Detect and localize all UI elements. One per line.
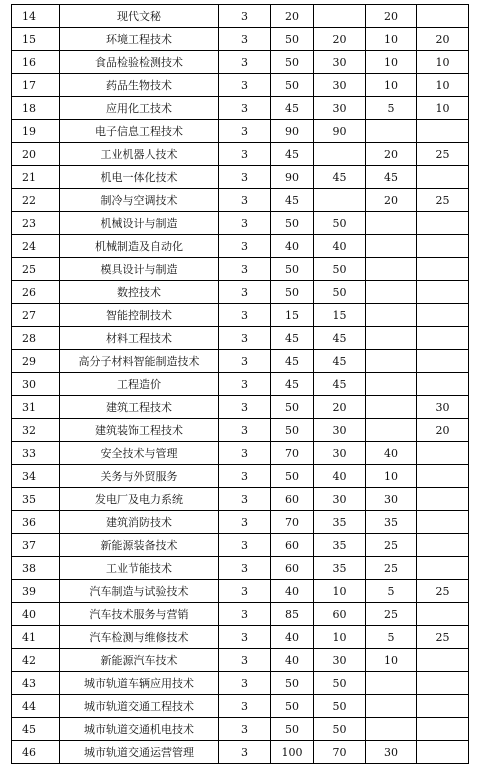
plan-col-c-cell: 30: [417, 396, 469, 419]
major-name-cell: 发电厂及电力系统: [60, 488, 219, 511]
plan-col-c-cell: [417, 235, 469, 258]
major-name-cell: 关务与外贸服务: [60, 465, 219, 488]
plan-col-b-cell: [366, 718, 417, 741]
plan-col-a-cell: [314, 5, 366, 28]
major-name-cell: 工业节能技术: [60, 557, 219, 580]
plan-col-c-cell: [417, 557, 469, 580]
duration-cell: 3: [219, 649, 271, 672]
duration-cell: 3: [219, 51, 271, 74]
major-name-cell: 汽车检测与维修技术: [60, 626, 219, 649]
total-plan-cell: 50: [271, 51, 314, 74]
table-row: [12, 235, 469, 258]
major-name-cell: 机电一体化技术: [60, 166, 219, 189]
row-number-cell: 35: [12, 488, 60, 511]
table-row: [12, 350, 469, 373]
plan-col-b-cell: [366, 212, 417, 235]
plan-col-c-cell: 25: [417, 143, 469, 166]
duration-cell: 3: [219, 557, 271, 580]
plan-col-c-cell: 25: [417, 580, 469, 603]
plan-col-a-cell: 10: [314, 626, 366, 649]
duration-cell: 3: [219, 695, 271, 718]
major-name-cell: 智能控制技术: [60, 304, 219, 327]
plan-col-b-cell: [366, 373, 417, 396]
duration-cell: 3: [219, 626, 271, 649]
plan-col-b-cell: 35: [366, 511, 417, 534]
table-row: [12, 718, 469, 741]
table-row: [12, 534, 469, 557]
duration-cell: 3: [219, 534, 271, 557]
total-plan-cell: 50: [271, 258, 314, 281]
major-name-cell: 城市轨道交通工程技术: [60, 695, 219, 718]
plan-col-c-cell: [417, 488, 469, 511]
plan-col-a-cell: 40: [314, 235, 366, 258]
major-name-cell: 安全技术与管理: [60, 442, 219, 465]
table-row: [12, 419, 469, 442]
table-row: [12, 465, 469, 488]
plan-col-c-cell: [417, 258, 469, 281]
row-number-cell: 36: [12, 511, 60, 534]
row-number-cell: 21: [12, 166, 60, 189]
duration-cell: 3: [219, 304, 271, 327]
plan-col-c-cell: 20: [417, 28, 469, 51]
plan-col-a-cell: 50: [314, 258, 366, 281]
plan-col-a-cell: 60: [314, 603, 366, 626]
major-name-cell: 环境工程技术: [60, 28, 219, 51]
plan-col-b-cell: 5: [366, 626, 417, 649]
total-plan-cell: 45: [271, 350, 314, 373]
duration-cell: 3: [219, 465, 271, 488]
table-row: [12, 120, 469, 143]
row-number-cell: 32: [12, 419, 60, 442]
total-plan-cell: 40: [271, 649, 314, 672]
plan-col-a-cell: 35: [314, 511, 366, 534]
duration-cell: 3: [219, 327, 271, 350]
row-number-cell: 40: [12, 603, 60, 626]
total-plan-cell: 50: [271, 695, 314, 718]
plan-col-a-cell: 45: [314, 373, 366, 396]
duration-cell: 3: [219, 718, 271, 741]
duration-cell: 3: [219, 143, 271, 166]
duration-cell: 3: [219, 442, 271, 465]
total-plan-cell: 100: [271, 741, 314, 764]
plan-col-b-cell: [366, 258, 417, 281]
row-number-cell: 28: [12, 327, 60, 350]
total-plan-cell: 90: [271, 120, 314, 143]
table-row: [12, 511, 469, 534]
plan-col-c-cell: [417, 511, 469, 534]
plan-col-a-cell: 50: [314, 718, 366, 741]
plan-col-c-cell: [417, 281, 469, 304]
row-number-cell: 45: [12, 718, 60, 741]
table-row: [12, 258, 469, 281]
table-row: [12, 51, 469, 74]
table-row: [12, 672, 469, 695]
major-name-cell: 应用化工技术: [60, 97, 219, 120]
major-name-cell: 药品生物技术: [60, 74, 219, 97]
major-name-cell: 汽车制造与试验技术: [60, 580, 219, 603]
plan-col-c-cell: [417, 603, 469, 626]
plan-col-b-cell: 10: [366, 465, 417, 488]
row-number-cell: 18: [12, 97, 60, 120]
row-number-cell: 41: [12, 626, 60, 649]
plan-col-b-cell: 10: [366, 74, 417, 97]
plan-col-c-cell: [417, 465, 469, 488]
table-row: [12, 327, 469, 350]
row-number-cell: 25: [12, 258, 60, 281]
table-row: [12, 212, 469, 235]
plan-col-a-cell: 45: [314, 327, 366, 350]
plan-col-a-cell: 50: [314, 281, 366, 304]
plan-col-c-cell: [417, 327, 469, 350]
total-plan-cell: 50: [271, 718, 314, 741]
duration-cell: 3: [219, 511, 271, 534]
plan-col-c-cell: 20: [417, 419, 469, 442]
row-number-cell: 37: [12, 534, 60, 557]
row-number-cell: 33: [12, 442, 60, 465]
plan-col-b-cell: 10: [366, 28, 417, 51]
plan-col-c-cell: [417, 5, 469, 28]
total-plan-cell: 40: [271, 626, 314, 649]
table-row: [12, 5, 469, 28]
plan-col-b-cell: 5: [366, 97, 417, 120]
plan-col-b-cell: 30: [366, 741, 417, 764]
duration-cell: 3: [219, 580, 271, 603]
row-number-cell: 15: [12, 28, 60, 51]
major-name-cell: 食品检验检测技术: [60, 51, 219, 74]
major-name-cell: 汽车技术服务与营销: [60, 603, 219, 626]
plan-col-c-cell: 10: [417, 97, 469, 120]
table-row: [12, 396, 469, 419]
row-number-cell: 19: [12, 120, 60, 143]
plan-col-a-cell: 30: [314, 649, 366, 672]
total-plan-cell: 45: [271, 373, 314, 396]
plan-col-a-cell: 15: [314, 304, 366, 327]
table-row: [12, 97, 469, 120]
plan-col-a-cell: 50: [314, 672, 366, 695]
total-plan-cell: 50: [271, 74, 314, 97]
plan-col-b-cell: [366, 281, 417, 304]
total-plan-cell: 40: [271, 235, 314, 258]
major-name-cell: 材料工程技术: [60, 327, 219, 350]
plan-col-b-cell: 10: [366, 649, 417, 672]
total-plan-cell: 45: [271, 189, 314, 212]
table-row: [12, 488, 469, 511]
plan-col-a-cell: 45: [314, 350, 366, 373]
total-plan-cell: 40: [271, 580, 314, 603]
total-plan-cell: 50: [271, 672, 314, 695]
row-number-cell: 43: [12, 672, 60, 695]
row-number-cell: 27: [12, 304, 60, 327]
plan-col-a-cell: 30: [314, 419, 366, 442]
total-plan-cell: 50: [271, 465, 314, 488]
table-row: [12, 649, 469, 672]
plan-col-a-cell: 30: [314, 74, 366, 97]
duration-cell: 3: [219, 419, 271, 442]
major-name-cell: 高分子材料智能制造技术: [60, 350, 219, 373]
plan-col-b-cell: 10: [366, 51, 417, 74]
plan-col-b-cell: 25: [366, 603, 417, 626]
plan-col-a-cell: 30: [314, 442, 366, 465]
table-row: [12, 28, 469, 51]
plan-col-b-cell: [366, 672, 417, 695]
total-plan-cell: 50: [271, 396, 314, 419]
enrollment-table-container: [11, 4, 469, 764]
duration-cell: 3: [219, 741, 271, 764]
plan-col-b-cell: [366, 235, 417, 258]
table-row: [12, 281, 469, 304]
row-number-cell: 31: [12, 396, 60, 419]
plan-col-c-cell: [417, 695, 469, 718]
duration-cell: 3: [219, 120, 271, 143]
plan-col-a-cell: 90: [314, 120, 366, 143]
plan-col-c-cell: [417, 672, 469, 695]
table-row: [12, 304, 469, 327]
row-number-cell: 44: [12, 695, 60, 718]
major-name-cell: 工业机器人技术: [60, 143, 219, 166]
plan-col-b-cell: 20: [366, 143, 417, 166]
table-body: [12, 5, 469, 764]
major-name-cell: 数控技术: [60, 281, 219, 304]
table-row: [12, 580, 469, 603]
major-name-cell: 城市轨道交通机电技术: [60, 718, 219, 741]
row-number-cell: 23: [12, 212, 60, 235]
duration-cell: 3: [219, 28, 271, 51]
plan-col-a-cell: 10: [314, 580, 366, 603]
plan-col-a-cell: 40: [314, 465, 366, 488]
row-number-cell: 14: [12, 5, 60, 28]
duration-cell: 3: [219, 189, 271, 212]
duration-cell: 3: [219, 373, 271, 396]
plan-col-a-cell: 70: [314, 741, 366, 764]
total-plan-cell: 60: [271, 488, 314, 511]
row-number-cell: 46: [12, 741, 60, 764]
table-row: [12, 626, 469, 649]
major-name-cell: 制冷与空调技术: [60, 189, 219, 212]
major-name-cell: 城市轨道车辆应用技术: [60, 672, 219, 695]
plan-col-b-cell: 20: [366, 189, 417, 212]
total-plan-cell: 50: [271, 212, 314, 235]
table-row: [12, 166, 469, 189]
duration-cell: 3: [219, 672, 271, 695]
plan-col-a-cell: 50: [314, 695, 366, 718]
total-plan-cell: 15: [271, 304, 314, 327]
plan-col-b-cell: 30: [366, 488, 417, 511]
total-plan-cell: 45: [271, 327, 314, 350]
plan-col-c-cell: [417, 166, 469, 189]
duration-cell: 3: [219, 97, 271, 120]
plan-col-b-cell: 40: [366, 442, 417, 465]
total-plan-cell: 50: [271, 281, 314, 304]
total-plan-cell: 70: [271, 511, 314, 534]
plan-col-a-cell: 35: [314, 557, 366, 580]
total-plan-cell: 50: [271, 419, 314, 442]
row-number-cell: 26: [12, 281, 60, 304]
plan-col-b-cell: 5: [366, 580, 417, 603]
major-name-cell: 机械制造及自动化: [60, 235, 219, 258]
major-name-cell: 新能源装备技术: [60, 534, 219, 557]
row-number-cell: 22: [12, 189, 60, 212]
row-number-cell: 39: [12, 580, 60, 603]
row-number-cell: 42: [12, 649, 60, 672]
major-name-cell: 城市轨道交通运营管理: [60, 741, 219, 764]
total-plan-cell: 85: [271, 603, 314, 626]
row-number-cell: 17: [12, 74, 60, 97]
duration-cell: 3: [219, 396, 271, 419]
row-number-cell: 24: [12, 235, 60, 258]
plan-col-b-cell: 20: [366, 5, 417, 28]
plan-col-b-cell: [366, 695, 417, 718]
duration-cell: 3: [219, 74, 271, 97]
duration-cell: 3: [219, 350, 271, 373]
major-name-cell: 建筑工程技术: [60, 396, 219, 419]
table-row: [12, 603, 469, 626]
plan-col-a-cell: 45: [314, 166, 366, 189]
plan-col-a-cell: 20: [314, 28, 366, 51]
plan-col-c-cell: [417, 442, 469, 465]
row-number-cell: 38: [12, 557, 60, 580]
table-row: [12, 373, 469, 396]
plan-col-c-cell: 10: [417, 51, 469, 74]
row-number-cell: 20: [12, 143, 60, 166]
duration-cell: 3: [219, 258, 271, 281]
plan-col-c-cell: 10: [417, 74, 469, 97]
row-number-cell: 16: [12, 51, 60, 74]
total-plan-cell: 45: [271, 143, 314, 166]
duration-cell: 3: [219, 235, 271, 258]
plan-col-b-cell: [366, 120, 417, 143]
plan-col-b-cell: 25: [366, 534, 417, 557]
plan-col-c-cell: [417, 649, 469, 672]
table-row: [12, 442, 469, 465]
plan-col-c-cell: [417, 304, 469, 327]
major-name-cell: 工程造价: [60, 373, 219, 396]
plan-col-c-cell: [417, 120, 469, 143]
plan-col-b-cell: 45: [366, 166, 417, 189]
plan-col-b-cell: [366, 327, 417, 350]
duration-cell: 3: [219, 603, 271, 626]
plan-col-a-cell: 30: [314, 51, 366, 74]
plan-col-c-cell: 25: [417, 189, 469, 212]
plan-col-a-cell: 20: [314, 396, 366, 419]
table-row: [12, 143, 469, 166]
row-number-cell: 34: [12, 465, 60, 488]
plan-col-c-cell: [417, 741, 469, 764]
major-name-cell: 建筑装饰工程技术: [60, 419, 219, 442]
plan-col-b-cell: [366, 396, 417, 419]
table-row: [12, 189, 469, 212]
table-row: [12, 74, 469, 97]
plan-col-c-cell: [417, 534, 469, 557]
plan-col-a-cell: [314, 143, 366, 166]
plan-col-b-cell: [366, 350, 417, 373]
total-plan-cell: 60: [271, 534, 314, 557]
plan-col-c-cell: [417, 373, 469, 396]
enrollment-table: [11, 4, 469, 764]
plan-col-c-cell: 25: [417, 626, 469, 649]
plan-col-a-cell: 30: [314, 97, 366, 120]
major-name-cell: 机械设计与制造: [60, 212, 219, 235]
plan-col-c-cell: [417, 212, 469, 235]
plan-col-a-cell: 50: [314, 212, 366, 235]
plan-col-a-cell: 35: [314, 534, 366, 557]
plan-col-b-cell: 25: [366, 557, 417, 580]
major-name-cell: 建筑消防技术: [60, 511, 219, 534]
duration-cell: 3: [219, 488, 271, 511]
table-row: [12, 695, 469, 718]
total-plan-cell: 45: [271, 97, 314, 120]
plan-col-b-cell: [366, 419, 417, 442]
plan-col-a-cell: [314, 189, 366, 212]
major-name-cell: 现代文秘: [60, 5, 219, 28]
major-name-cell: 模具设计与制造: [60, 258, 219, 281]
total-plan-cell: 50: [271, 28, 314, 51]
duration-cell: 3: [219, 5, 271, 28]
row-number-cell: 29: [12, 350, 60, 373]
major-name-cell: 新能源汽车技术: [60, 649, 219, 672]
total-plan-cell: 60: [271, 557, 314, 580]
duration-cell: 3: [219, 166, 271, 189]
total-plan-cell: 90: [271, 166, 314, 189]
major-name-cell: 电子信息工程技术: [60, 120, 219, 143]
plan-col-b-cell: [366, 304, 417, 327]
row-number-cell: 30: [12, 373, 60, 396]
total-plan-cell: 20: [271, 5, 314, 28]
table-row: [12, 557, 469, 580]
duration-cell: 3: [219, 212, 271, 235]
table-row: [12, 741, 469, 764]
plan-col-c-cell: [417, 350, 469, 373]
total-plan-cell: 70: [271, 442, 314, 465]
duration-cell: 3: [219, 281, 271, 304]
plan-col-c-cell: [417, 718, 469, 741]
plan-col-a-cell: 30: [314, 488, 366, 511]
